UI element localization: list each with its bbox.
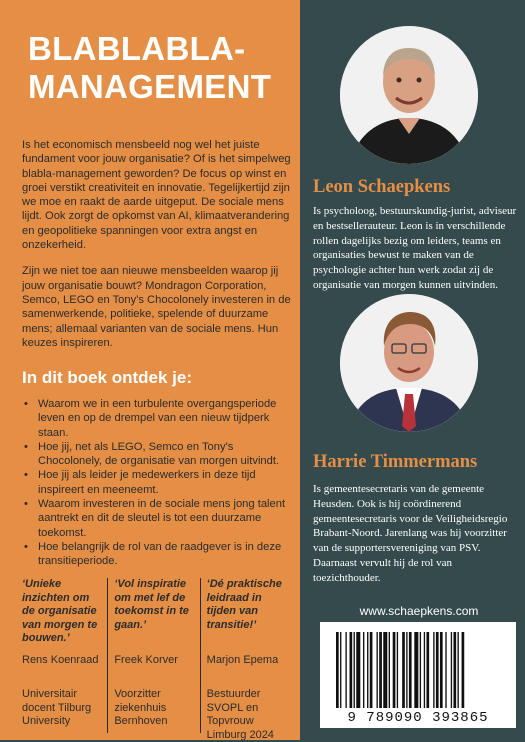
barcode-bar: [393, 632, 396, 708]
list-item-text: Hoe belangrijk de rol van de raadgever is in deze transitieperiode.: [38, 540, 282, 568]
barcode-bar: [458, 632, 459, 708]
barcode-bar: [406, 632, 407, 708]
endorsement-role: Universitair docent Tilburg University: [22, 688, 92, 727]
barcode-bar: [436, 632, 439, 708]
author-name-leon: Leon Schaepkens: [313, 177, 451, 197]
endorsement: [22, 578, 107, 733]
title-line-1: BLABLABLA-: [28, 30, 246, 67]
author-photo-harrie: [340, 294, 478, 432]
barcode-bar: [445, 632, 446, 708]
endorsement: [107, 578, 199, 733]
intro-text: [22, 138, 292, 362]
barcode-bar: [402, 632, 405, 708]
author-bio-harrie: Is gemeentesecretaris van de gemeente Heusden. Ook is hij coördinerend gemeentesecretaris voor de Veiligheidsregio Brabant-Noord. Jarenlang was hij voorzitter van de supportersvereniging van PSV. Daarnaast vervult hij de rol van toezichthouder.: [313, 483, 508, 584]
barcode-bar: [367, 632, 368, 708]
author-portrait-icon: [340, 294, 478, 432]
author-photo-leon: [340, 26, 478, 164]
list-item-text: Hoe jij als leider je medewerkers in deze tijd inspireert en meeneemt.: [38, 469, 256, 496]
author-bio-leon: Is psycholoog, bestuurskundig-jurist, adviseur en bestsellerauteur. Leon is in verschillende rollen dagelijks bezig om leiders, teams en organisaties bewust te maken van de psychologie achter hun werk zodat zij de organisatie van morgen kunnen uitvinden.: [313, 205, 517, 291]
title-line-2: MANAGEMENT: [28, 68, 272, 105]
barcode-bar: [345, 632, 346, 708]
barcode-bar: [354, 632, 355, 708]
endorsements: [22, 578, 292, 741]
list-item: [22, 397, 292, 440]
barcode-bar: [370, 632, 373, 708]
website-link[interactable]: www.schaepkens.com: [359, 604, 479, 618]
barcode-bar: [379, 632, 382, 708]
list-item: [22, 440, 292, 469]
barcode-bar: [426, 632, 429, 708]
endorsement-quote: ‘Unieke inzichten om de organisatie van morgen te bouwen.’: [22, 578, 98, 644]
book-title: [28, 30, 298, 106]
barcode-bar: [420, 632, 421, 708]
barcode-bar: [389, 632, 390, 708]
barcode-bar: [350, 632, 353, 708]
endorsement-name: Freek Korver: [114, 654, 178, 666]
barcode-bar: [451, 632, 452, 708]
barcode-bar: [363, 632, 364, 708]
intro-paragraph-2: Zijn we niet toe aan nieuwe mensbeelden waarop jij jouw organisatie bouwt? Mondragon Corporation, Semco, LEGO en Tony's Chocolonely investeren in de samenwerkende, politieke, spelende of duurzame mens; allemaal varianten van de sociale mens. Hun keuzes inspireren.: [22, 265, 291, 349]
bullet-icon: •: [24, 398, 28, 410]
intro-paragraph-1: Is het economisch mensbeeld nog wel het juiste fundament voor jouw organisatie? Of is het simpelweg blabla-management geworden? De focus op winst en groei verstikt creativiteit en innovatie. Tegelijkertijd zijn we moe en raakt de aarde uitgeput. De sociale mens lijdt. Ook zorgt de opkomst van AI, klimaatverandering en geopolitieke spanningen voor extra angst en onzekerheid.: [22, 139, 291, 252]
barcode-bar: [433, 632, 434, 708]
endorsement: [200, 578, 292, 741]
barcode-bar: [462, 632, 465, 708]
barcode-icon: [336, 632, 500, 710]
barcode-bar: [424, 632, 425, 708]
endorsement-name: Rens Koenraad: [22, 654, 99, 666]
barcode-bar: [397, 632, 398, 708]
list-item: [22, 497, 292, 540]
ontdek-list: [22, 397, 292, 569]
barcode-bar: [414, 632, 418, 708]
endorsement-role: Bestuurder SVOPL en Topvrouw Limburg 2024: [206, 688, 274, 741]
bullet-icon: •: [24, 440, 28, 453]
barcode-bar: [377, 632, 378, 708]
endorsement-name: Marjon Epema: [206, 654, 279, 666]
endorsement-role: Voorzitter ziekenhuis Bernhoven: [114, 688, 168, 727]
author-portrait-icon: [340, 26, 478, 164]
author-name-harrie: Harrie Timmermans: [313, 452, 478, 472]
isbn-number: 9 789090 393865: [347, 710, 489, 726]
list-item-text: Waarom we in een turbulente overgangsperiode leven en op de drempel van een nieuw tijdperk staan.: [38, 398, 277, 439]
list-item: [22, 468, 292, 497]
list-item-text: Hoe jij, net als LEGO, Semco en Tony's Chocolonely, de organisatie van morgen uitvindt.: [38, 440, 280, 468]
bullet-icon: •: [24, 540, 28, 553]
endorsement-quote: ‘Dé praktische leidraad in tijden van transitie!’: [206, 578, 282, 631]
endorsement-quote: ‘Vol inspiratie om met lef de toekomst in te gaan.’: [114, 578, 189, 631]
barcode-bar: [409, 632, 412, 708]
isbn-barcode: [320, 622, 516, 728]
barcode-bar: [340, 632, 341, 708]
barcode-bar: [383, 632, 387, 708]
barcode-bar: [440, 632, 443, 708]
barcode-bar: [336, 632, 339, 708]
bullet-icon: •: [24, 498, 28, 511]
barcode-bar: [453, 632, 456, 708]
barcode-bar: [356, 632, 360, 708]
list-item: [22, 540, 292, 569]
ontdek-heading: In dit boek ontdek je:: [22, 368, 193, 387]
bullet-icon: •: [24, 469, 28, 482]
list-item-text: Waarom investeren in de sociale mens jong talent aantrekt en dit de sleutel is tot een duurzame toekomst.: [38, 498, 286, 539]
